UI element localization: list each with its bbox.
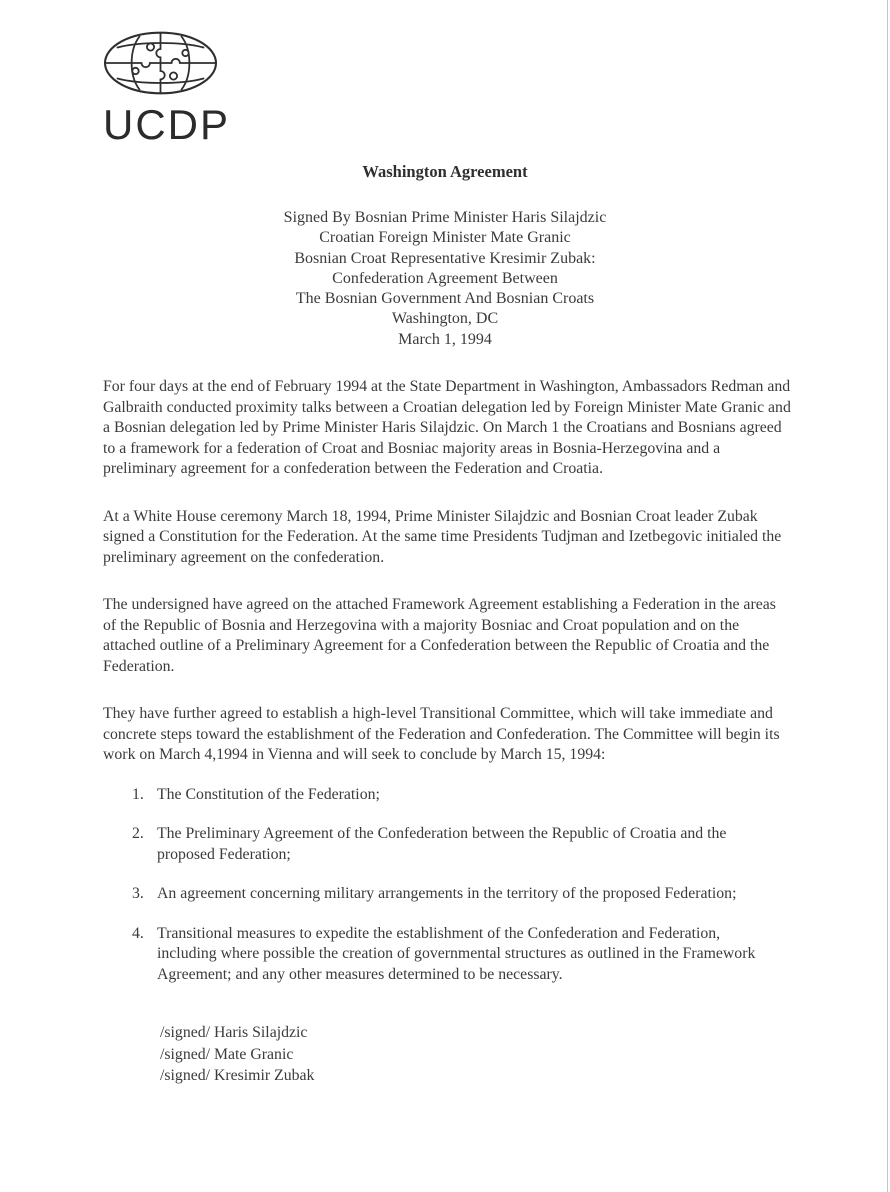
paragraph-section	[103, 377, 792, 766]
paragraph: At a White House ceremony March 18, 1994, Prime Minister Silajdzic and Bosnian Croat leader Zubak signed a Constitution for the Federation. At the same time Presidents Tudjman and Izetbegovic initialed the preliminary agreement on the confederation.	[103, 507, 782, 566]
signature-line: /signed/ Kresimir Zubak	[160, 1067, 315, 1085]
paragraph: For four days at the end of February 1994 at the State Department in Washington, Ambassadors Redman and Galbraith conducted proximity talks between a Croatian delegation led by Foreign Minister Mate Granic and a Bosnian delegation led by Prime Minister Haris Silajdzic. On March 1 the Croatians and Bosnians agreed to a framework for a federation of Croat and Bosniac majority areas in Bosnia-Herzegovina and a preliminary agreement for a confederation between the Federation and Croatia.	[103, 378, 791, 478]
subtitle-line: March 1, 1994	[398, 330, 492, 348]
list-item-number: 1.	[132, 785, 144, 803]
list-item-text: The Preliminary Agreement of the Confederation between the Republic of Croatia and the proposed Federation;	[157, 825, 727, 863]
signature-line: /signed/ Mate Granic	[160, 1045, 294, 1063]
document-subtitle	[0, 208, 890, 350]
numbered-list	[103, 785, 792, 986]
list-item-text: An agreement concerning military arrangements in the territory of the proposed Federation;	[157, 885, 737, 903]
subtitle-line: Bosnian Croat Representative Kresimir Zubak:	[294, 249, 596, 267]
puzzle-globe-icon	[103, 31, 218, 95]
list-item-number: 4.	[132, 924, 144, 942]
list-item	[103, 785, 792, 806]
page-edge-divider	[887, 0, 888, 1192]
ucdp-logo-text: UCDP	[103, 101, 231, 148]
list-item	[103, 884, 792, 905]
ucdp-logo	[103, 31, 243, 146]
list-item-text: The Constitution of the Federation;	[157, 785, 380, 803]
list-item-number: 3.	[132, 885, 144, 903]
signature-line: /signed/ Haris Silajdzic	[160, 1024, 308, 1042]
subtitle-line: Croatian Foreign Minister Mate Granic	[319, 229, 571, 247]
list-item	[103, 924, 792, 986]
list-item	[103, 824, 792, 865]
subtitle-line: Confederation Agreement Between	[332, 269, 558, 287]
list-item-text: Transitional measures to expedite the establishment of the Confederation and Federation, including where possible the creation of governmental structures as outlined in the Framework Agreement; and any other measures determined to be necessary.	[157, 924, 756, 983]
list-item-number: 2.	[132, 825, 144, 843]
document-body	[103, 377, 792, 1087]
paragraph: The undersigned have agreed on the attached Framework Agreement establishing a Federation in the areas of the Republic of Bosnia and Herzegovina with a majority Bosniac and Croat population and on the attached outline of a Preliminary Agreement for a Confederation between the Republic of Croatia and the Federation.	[103, 596, 776, 675]
paragraph: They have further agreed to establish a high-level Transitional Committee, which will take immediate and concrete steps toward the establishment of the Federation and Confederation. The Committee will begin its work on March 4,1994 in Vienna and will seek to conclude by March 15, 1994:	[103, 705, 780, 764]
subtitle-line: Washington, DC	[391, 310, 499, 328]
document-title: Washington Agreement	[362, 162, 528, 181]
signature-block	[160, 1022, 792, 1087]
subtitle-line: Signed By Bosnian Prime Minister Haris Silajdzic	[283, 209, 607, 226]
subtitle-line: The Bosnian Government And Bosnian Croats	[295, 290, 595, 308]
